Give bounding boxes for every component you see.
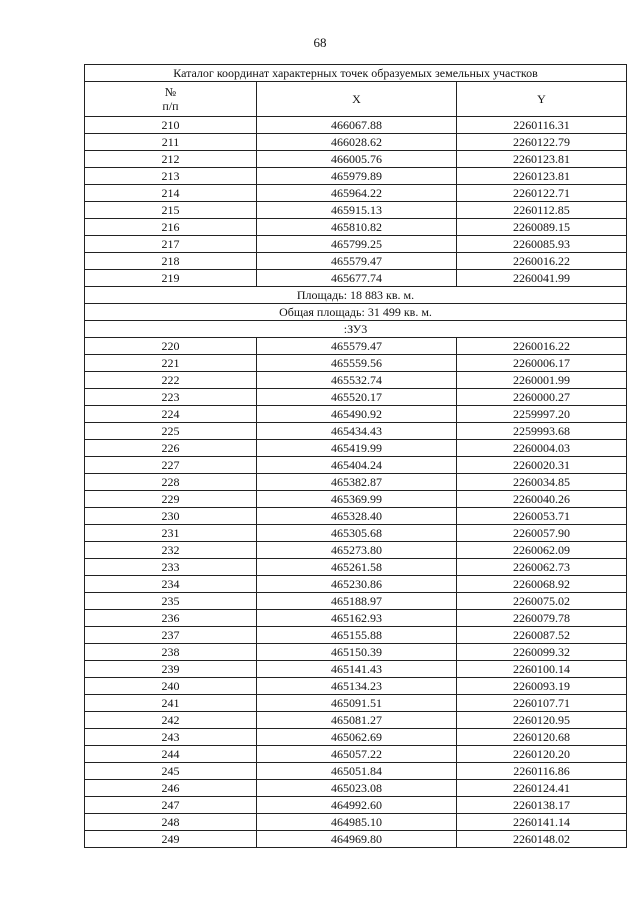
x-coordinate-cell: 465810.82 — [257, 219, 457, 236]
table-row — [85, 780, 627, 797]
point-number-cell: 221 — [85, 355, 257, 372]
point-number-cell: 215 — [85, 202, 257, 219]
point-number-cell: 232 — [85, 542, 257, 559]
table-row — [85, 542, 627, 559]
y-coordinate-cell: 2260120.95 — [457, 712, 627, 729]
section2-rows — [85, 338, 627, 848]
x-coordinate-cell: 465520.17 — [257, 389, 457, 406]
table-row — [85, 729, 627, 746]
point-number-cell: 247 — [85, 797, 257, 814]
column-header-y: Y — [457, 82, 627, 117]
point-number-cell: 242 — [85, 712, 257, 729]
point-number-cell: 225 — [85, 423, 257, 440]
x-coordinate-cell: 465799.25 — [257, 236, 457, 253]
x-coordinate-cell: 465230.86 — [257, 576, 457, 593]
table-row — [85, 253, 627, 270]
y-coordinate-cell: 2260001.99 — [457, 372, 627, 389]
table-row — [85, 389, 627, 406]
y-coordinate-cell: 2260116.86 — [457, 763, 627, 780]
point-number-cell: 248 — [85, 814, 257, 831]
x-coordinate-cell: 465964.22 — [257, 185, 457, 202]
point-number-cell: 222 — [85, 372, 257, 389]
y-coordinate-cell: 2259993.68 — [457, 423, 627, 440]
point-number-cell: 210 — [85, 117, 257, 134]
y-coordinate-cell: 2260116.31 — [457, 117, 627, 134]
y-coordinate-cell: 2260006.17 — [457, 355, 627, 372]
point-number-cell: 233 — [85, 559, 257, 576]
table-row — [85, 797, 627, 814]
y-coordinate-cell: 2260107.71 — [457, 695, 627, 712]
x-coordinate-cell: 465328.40 — [257, 508, 457, 525]
table-row — [85, 202, 627, 219]
x-coordinate-cell: 465057.22 — [257, 746, 457, 763]
point-number-cell: 244 — [85, 746, 257, 763]
y-coordinate-cell: 2260068.92 — [457, 576, 627, 593]
column-header-number-line1: № — [164, 85, 177, 99]
x-coordinate-cell: 465155.88 — [257, 627, 457, 644]
y-coordinate-cell: 2260093.19 — [457, 678, 627, 695]
y-coordinate-cell: 2260120.68 — [457, 729, 627, 746]
point-number-cell: 214 — [85, 185, 257, 202]
y-coordinate-cell: 2260057.90 — [457, 525, 627, 542]
y-coordinate-cell: 2260141.14 — [457, 814, 627, 831]
x-coordinate-cell: 465134.23 — [257, 678, 457, 695]
table-row — [85, 763, 627, 780]
table-row — [85, 695, 627, 712]
point-number-cell: 228 — [85, 474, 257, 491]
y-coordinate-cell: 2260148.02 — [457, 831, 627, 848]
table-row — [85, 559, 627, 576]
point-number-cell: 213 — [85, 168, 257, 185]
y-coordinate-cell: 2260075.02 — [457, 593, 627, 610]
y-coordinate-cell: 2260123.81 — [457, 168, 627, 185]
point-number-cell: 245 — [85, 763, 257, 780]
y-coordinate-cell: 2260040.26 — [457, 491, 627, 508]
section1-rows — [85, 117, 627, 287]
y-coordinate-cell: 2260087.52 — [457, 627, 627, 644]
point-number-cell: 238 — [85, 644, 257, 661]
table-row — [85, 746, 627, 763]
area-line: Площадь: 18 883 кв. м. — [85, 287, 627, 304]
column-header-number — [85, 82, 257, 117]
table-row — [85, 457, 627, 474]
y-coordinate-cell: 2260041.99 — [457, 270, 627, 287]
table-row — [85, 270, 627, 287]
point-number-cell: 237 — [85, 627, 257, 644]
y-coordinate-cell: 2260120.20 — [457, 746, 627, 763]
x-coordinate-cell: 465273.80 — [257, 542, 457, 559]
table-row — [85, 610, 627, 627]
x-coordinate-cell: 465490.92 — [257, 406, 457, 423]
table-row — [85, 831, 627, 848]
x-coordinate-cell: 465677.74 — [257, 270, 457, 287]
y-coordinate-cell: 2260053.71 — [457, 508, 627, 525]
table-row — [85, 440, 627, 457]
x-coordinate-cell: 464985.10 — [257, 814, 457, 831]
x-coordinate-cell: 465532.74 — [257, 372, 457, 389]
point-number-cell: 230 — [85, 508, 257, 525]
point-number-cell: 243 — [85, 729, 257, 746]
table-row — [85, 236, 627, 253]
table-row — [85, 168, 627, 185]
x-coordinate-cell: 465091.51 — [257, 695, 457, 712]
table-row — [85, 627, 627, 644]
y-coordinate-cell: 2260123.81 — [457, 151, 627, 168]
x-coordinate-cell: 465419.99 — [257, 440, 457, 457]
table-row — [85, 644, 627, 661]
y-coordinate-cell: 2260122.71 — [457, 185, 627, 202]
table-row — [85, 355, 627, 372]
table-row — [85, 406, 627, 423]
y-coordinate-cell: 2260100.14 — [457, 661, 627, 678]
x-coordinate-cell: 465404.24 — [257, 457, 457, 474]
total-area-line: Общая площадь: 31 499 кв. м. — [85, 304, 627, 321]
y-coordinate-cell: 2260099.32 — [457, 644, 627, 661]
y-coordinate-cell: 2260112.85 — [457, 202, 627, 219]
point-number-cell: 220 — [85, 338, 257, 355]
y-coordinate-cell: 2259997.20 — [457, 406, 627, 423]
x-coordinate-cell: 465579.47 — [257, 253, 457, 270]
x-coordinate-cell: 465382.87 — [257, 474, 457, 491]
table-row — [85, 423, 627, 440]
y-coordinate-cell: 2260085.93 — [457, 236, 627, 253]
x-coordinate-cell: 465081.27 — [257, 712, 457, 729]
table-row — [85, 491, 627, 508]
x-coordinate-cell: 465915.13 — [257, 202, 457, 219]
y-coordinate-cell: 2260124.41 — [457, 780, 627, 797]
y-coordinate-cell: 2260079.78 — [457, 610, 627, 627]
point-number-cell: 226 — [85, 440, 257, 457]
x-coordinate-cell: 466067.88 — [257, 117, 457, 134]
table-row — [85, 185, 627, 202]
point-number-cell: 211 — [85, 134, 257, 151]
table-row — [85, 151, 627, 168]
point-number-cell: 216 — [85, 219, 257, 236]
x-coordinate-cell: 465369.99 — [257, 491, 457, 508]
y-coordinate-cell: 2260062.73 — [457, 559, 627, 576]
table-title: Каталог координат характерных точек образуемых земельных участков — [85, 65, 627, 82]
point-number-cell: 236 — [85, 610, 257, 627]
table-row — [85, 338, 627, 355]
point-number-cell: 223 — [85, 389, 257, 406]
y-coordinate-cell: 2260016.22 — [457, 253, 627, 270]
x-coordinate-cell: 465434.43 — [257, 423, 457, 440]
x-coordinate-cell: 465141.43 — [257, 661, 457, 678]
point-number-cell: 227 — [85, 457, 257, 474]
table-row — [85, 372, 627, 389]
table-row — [85, 576, 627, 593]
point-number-cell: 217 — [85, 236, 257, 253]
coordinates-table — [84, 64, 627, 848]
y-coordinate-cell: 2260016.22 — [457, 338, 627, 355]
x-coordinate-cell: 465261.58 — [257, 559, 457, 576]
point-number-cell: 234 — [85, 576, 257, 593]
x-coordinate-cell: 465559.56 — [257, 355, 457, 372]
y-coordinate-cell: 2260062.09 — [457, 542, 627, 559]
table-row — [85, 134, 627, 151]
y-coordinate-cell: 2260122.79 — [457, 134, 627, 151]
point-number-cell: 240 — [85, 678, 257, 695]
x-coordinate-cell: 465162.93 — [257, 610, 457, 627]
point-number-cell: 246 — [85, 780, 257, 797]
x-coordinate-cell: 466028.62 — [257, 134, 457, 151]
table-row — [85, 474, 627, 491]
column-header-number-line2: п/п — [162, 99, 179, 113]
table-row — [85, 219, 627, 236]
table-row — [85, 814, 627, 831]
table-row — [85, 525, 627, 542]
y-coordinate-cell: 2260000.27 — [457, 389, 627, 406]
table-row — [85, 593, 627, 610]
point-number-cell: 218 — [85, 253, 257, 270]
point-number-cell: 219 — [85, 270, 257, 287]
point-number-cell: 249 — [85, 831, 257, 848]
x-coordinate-cell: 465305.68 — [257, 525, 457, 542]
y-coordinate-cell: 2260020.31 — [457, 457, 627, 474]
table-row — [85, 712, 627, 729]
point-number-cell: 212 — [85, 151, 257, 168]
point-number-cell: 231 — [85, 525, 257, 542]
x-coordinate-cell: 465150.39 — [257, 644, 457, 661]
point-number-cell: 239 — [85, 661, 257, 678]
x-coordinate-cell: 465023.08 — [257, 780, 457, 797]
page-number: 68 — [313, 35, 327, 50]
column-header-x: X — [257, 82, 457, 117]
y-coordinate-cell: 2260034.85 — [457, 474, 627, 491]
table-row — [85, 678, 627, 695]
point-number-cell: 229 — [85, 491, 257, 508]
x-coordinate-cell: 465051.84 — [257, 763, 457, 780]
table-row — [85, 117, 627, 134]
y-coordinate-cell: 2260089.15 — [457, 219, 627, 236]
x-coordinate-cell: 464969.80 — [257, 831, 457, 848]
x-coordinate-cell: 466005.76 — [257, 151, 457, 168]
x-coordinate-cell: 465579.47 — [257, 338, 457, 355]
y-coordinate-cell: 2260004.03 — [457, 440, 627, 457]
x-coordinate-cell: 465979.89 — [257, 168, 457, 185]
point-number-cell: 224 — [85, 406, 257, 423]
x-coordinate-cell: 465188.97 — [257, 593, 457, 610]
point-number-cell: 235 — [85, 593, 257, 610]
x-coordinate-cell: 465062.69 — [257, 729, 457, 746]
point-number-cell: 241 — [85, 695, 257, 712]
table-row — [85, 661, 627, 678]
y-coordinate-cell: 2260138.17 — [457, 797, 627, 814]
summary-rows — [85, 287, 627, 338]
x-coordinate-cell: 464992.60 — [257, 797, 457, 814]
table-row — [85, 508, 627, 525]
section2-label: :ЗУ3 — [85, 321, 627, 338]
